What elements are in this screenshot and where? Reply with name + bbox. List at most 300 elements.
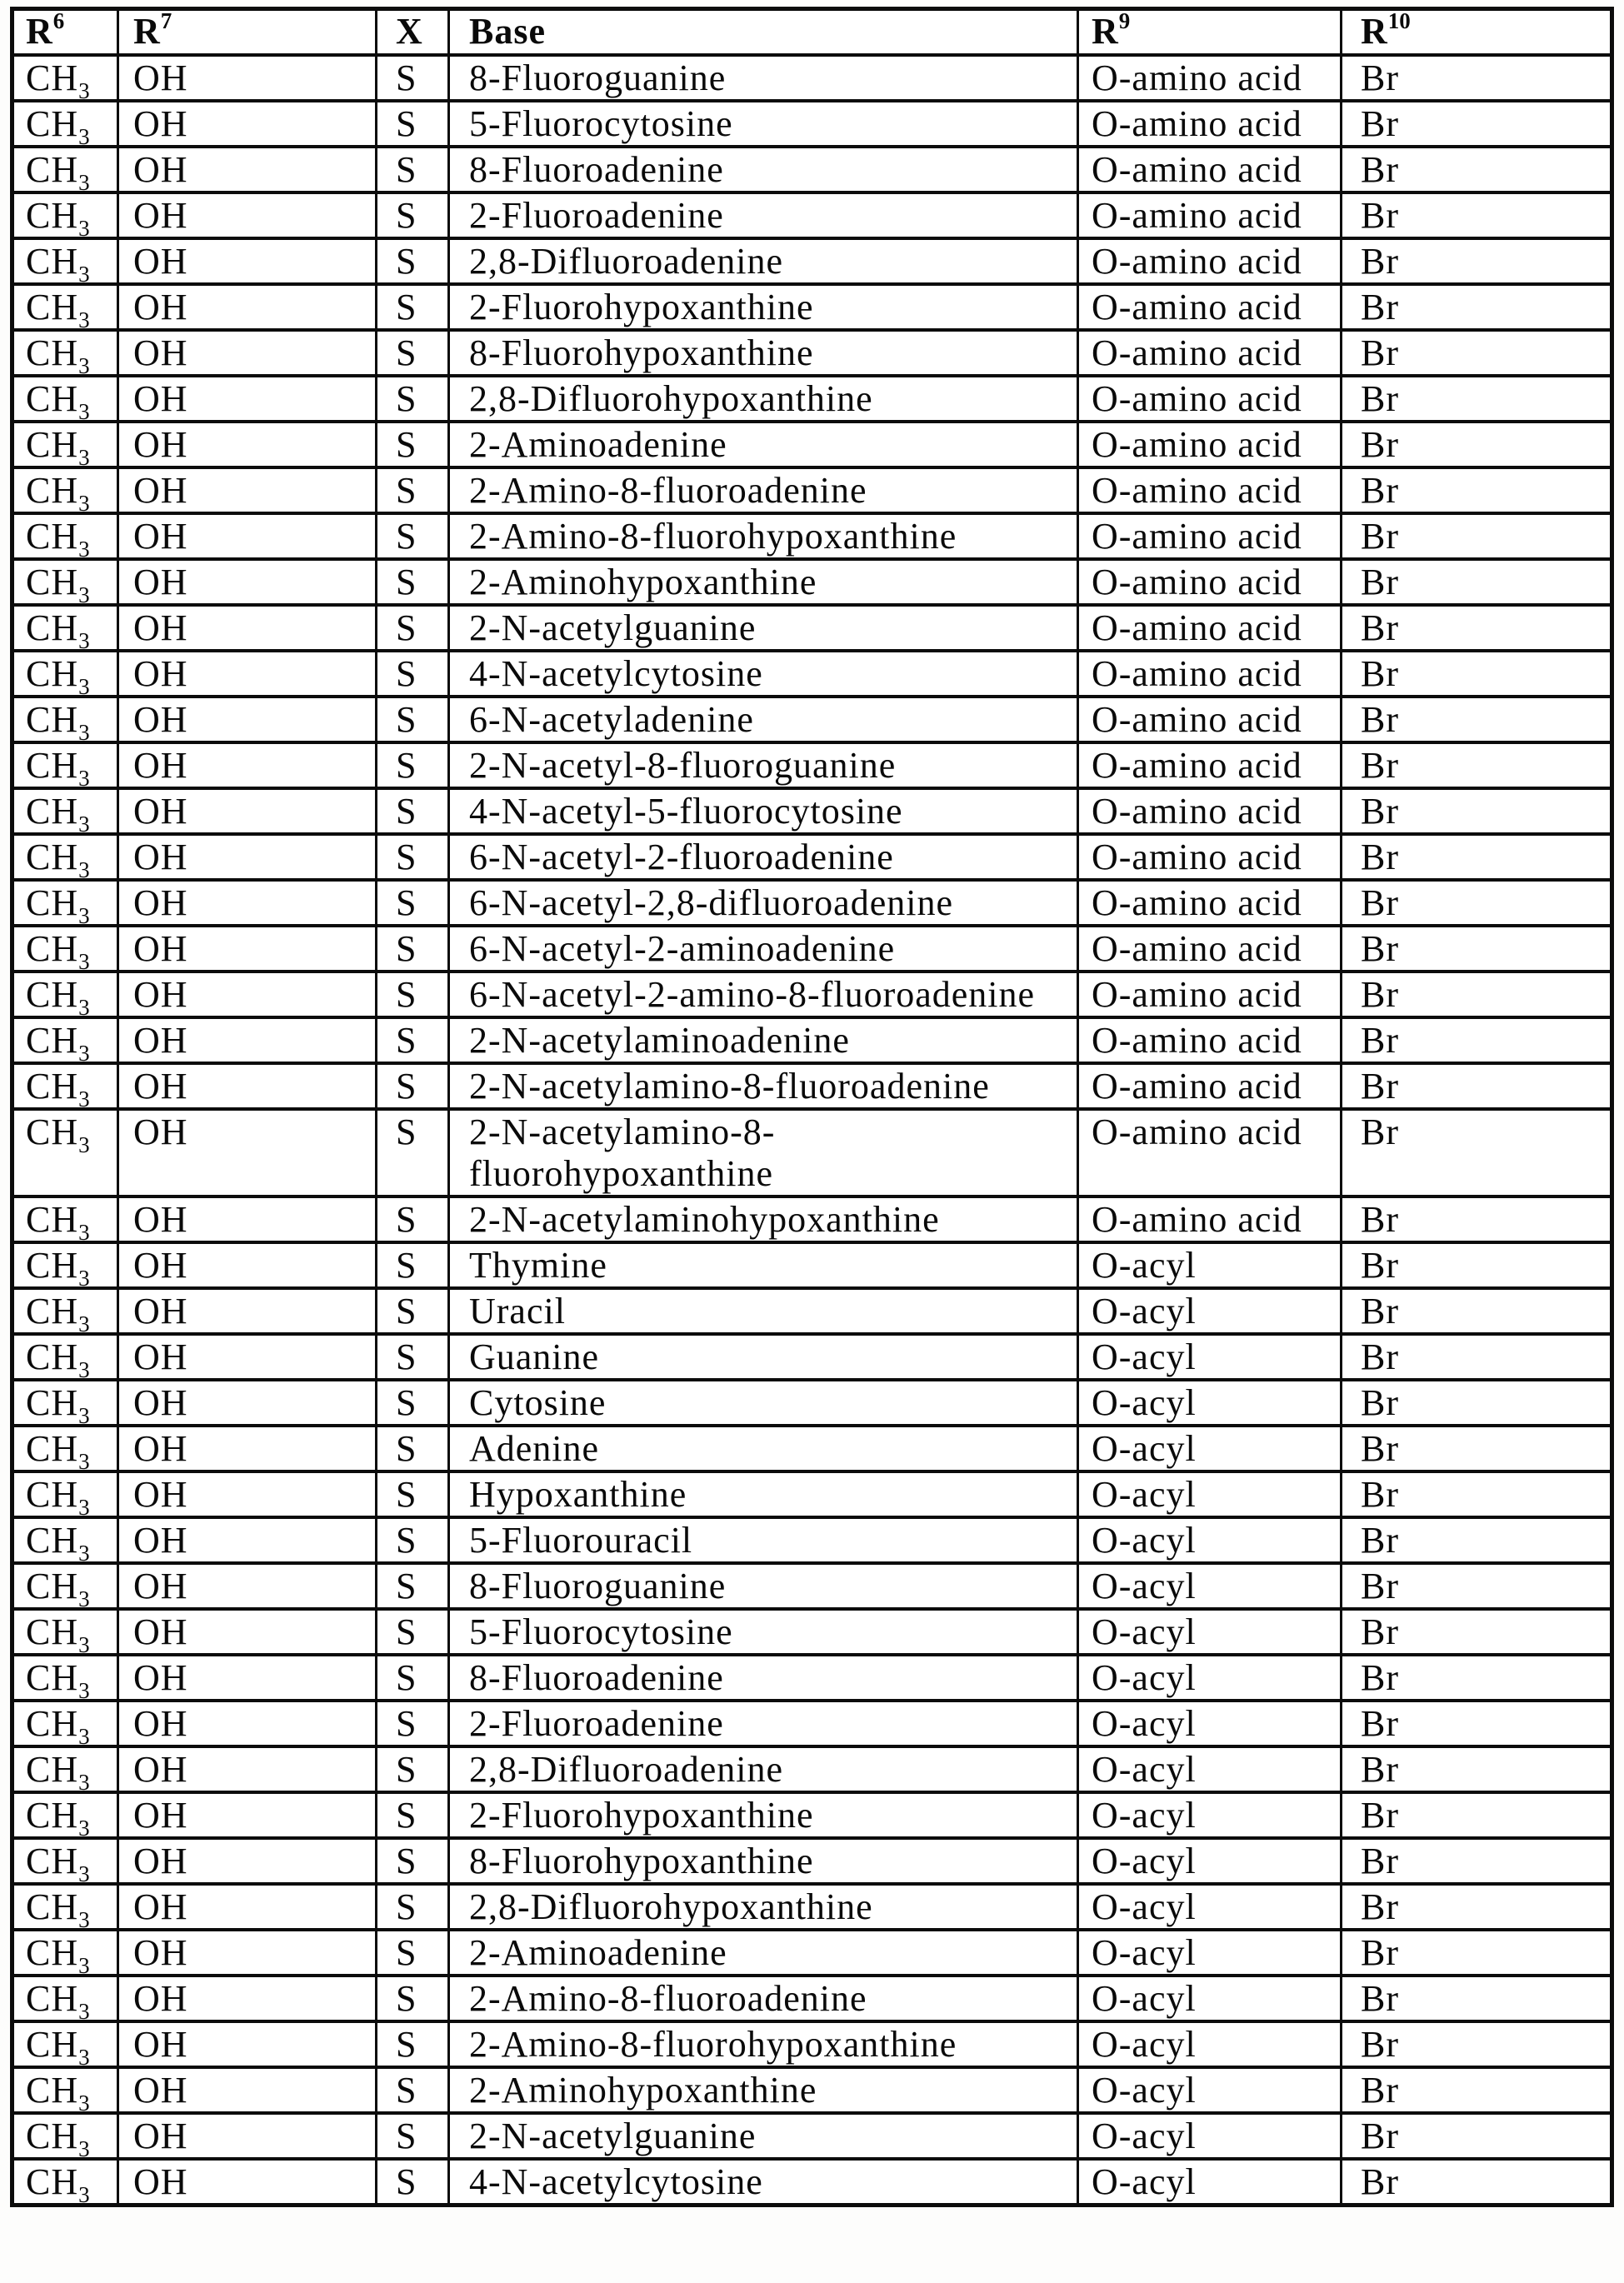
cell-x: S	[377, 1109, 449, 1196]
cell-x: S	[377, 1380, 449, 1426]
cell-r9: O-amino acid	[1078, 422, 1342, 467]
cell-r7: OH	[118, 147, 377, 192]
cell-base: 2,8-Difluorohypoxanthine	[449, 376, 1078, 422]
cell-r7: OH	[118, 192, 377, 238]
table-row	[12, 1380, 1612, 1426]
cell-r9: O-amino acid	[1078, 1063, 1342, 1109]
cell-base: 2,8-Difluoroadenine	[449, 238, 1078, 284]
cell-r10: Br	[1342, 1655, 1612, 1701]
cell-r9: O-amino acid	[1078, 926, 1342, 972]
cell-r6: $CH_3$	[12, 1288, 118, 1334]
cell-x: S	[377, 651, 449, 697]
cell-r6: $CH_3$	[12, 1517, 118, 1563]
cell-x: S	[377, 605, 449, 651]
cell-r9: O-acyl	[1078, 2067, 1342, 2113]
cell-r9: O-amino acid	[1078, 376, 1342, 422]
ch3-subscript: 3	[78, 1449, 90, 1471]
cell-x: S	[377, 2113, 449, 2159]
ch3-subscript: 3	[78, 1357, 90, 1380]
cell-r7: OH	[118, 1884, 377, 1930]
cell-r6: $CH_3$	[12, 742, 118, 788]
cell-r10: Br	[1342, 1609, 1612, 1655]
cell-x: S	[377, 880, 449, 926]
cell-r9: O-amino acid	[1078, 605, 1342, 651]
table-row	[12, 1334, 1612, 1380]
col-header-r7: $R^7$	[118, 9, 377, 56]
cell-r6: $CH_3$	[12, 238, 118, 284]
ch3-subscript: 3	[78, 1953, 90, 1976]
cell-base: 2-N-acetylaminohypoxanthine	[449, 1196, 1078, 1242]
cell-r6: $CH_3$	[12, 788, 118, 834]
cell-r7: OH	[118, 1196, 377, 1242]
cell-r9: O-acyl	[1078, 1242, 1342, 1288]
cell-r10: Br	[1342, 2067, 1612, 2113]
cell-x: S	[377, 330, 449, 376]
cell-x: S	[377, 1563, 449, 1609]
ch3-subscript: 3	[78, 445, 90, 467]
cell-base: 8-Fluoroadenine	[449, 147, 1078, 192]
cell-r9: O-amino acid	[1078, 1196, 1342, 1242]
cell-base: Uracil	[449, 1288, 1078, 1334]
col-header-x: X	[377, 9, 449, 56]
cell-x: S	[377, 1242, 449, 1288]
cell-r9: O-amino acid	[1078, 1109, 1342, 1196]
table-row	[12, 1196, 1612, 1242]
cell-r6: $CH_3$	[12, 1063, 118, 1109]
ch3-subscript: 3	[78, 995, 90, 1017]
table-row	[12, 376, 1612, 422]
cell-x: S	[377, 1471, 449, 1517]
table-row	[12, 697, 1612, 742]
cell-r7: OH	[118, 1930, 377, 1976]
cell-r10: Br	[1342, 651, 1612, 697]
cell-base: 2,8-Difluorohypoxanthine	[449, 1884, 1078, 1930]
cell-r7: OH	[118, 1792, 377, 1838]
cell-r6: $CH_3$	[12, 1884, 118, 1930]
cell-r6: $CH_3$	[12, 2113, 118, 2159]
cell-base: 2-N-acetylguanine	[449, 2113, 1078, 2159]
cell-base: 2-Fluorohypoxanthine	[449, 284, 1078, 330]
cell-r10: Br	[1342, 1017, 1612, 1063]
cell-r10: Br	[1342, 1196, 1612, 1242]
cell-base: Adenine	[449, 1426, 1078, 1471]
cell-r7: OH	[118, 972, 377, 1017]
cell-r9: O-acyl	[1078, 2021, 1342, 2067]
cell-x: S	[377, 1063, 449, 1109]
cell-x: S	[377, 926, 449, 972]
r7-superscript: 7	[160, 8, 172, 33]
cell-r6: $CH_3$	[12, 284, 118, 330]
cell-r9: O-amino acid	[1078, 697, 1342, 742]
cell-r10: Br	[1342, 1976, 1612, 2021]
cell-base: 2,8-Difluoroadenine	[449, 1746, 1078, 1792]
cell-r6: $CH_3$	[12, 101, 118, 147]
cell-base: 2-N-acetylamino-8-fluoroadenine	[449, 1063, 1078, 1109]
cell-x: S	[377, 697, 449, 742]
cell-r7: OH	[118, 697, 377, 742]
cell-base: 5-Fluorocytosine	[449, 1609, 1078, 1655]
ch3-subscript: 3	[78, 216, 90, 238]
ch3-subscript: 3	[78, 1632, 90, 1655]
cell-x: S	[377, 422, 449, 467]
cell-r9: O-acyl	[1078, 2159, 1342, 2206]
cell-x: S	[377, 2067, 449, 2113]
cell-r6: $CH_3$	[12, 1792, 118, 1838]
cell-r7: OH	[118, 926, 377, 972]
cell-base: Hypoxanthine	[449, 1471, 1078, 1517]
table-row	[12, 2067, 1612, 2113]
cell-base: 4-N-acetylcytosine	[449, 2159, 1078, 2206]
cell-r7: OH	[118, 880, 377, 926]
cell-r9: O-acyl	[1078, 1701, 1342, 1746]
cell-r9: O-acyl	[1078, 1563, 1342, 1609]
cell-x: S	[377, 1517, 449, 1563]
ch3-subscript: 3	[78, 766, 90, 788]
ch3-subscript: 3	[78, 674, 90, 697]
table-row	[12, 1838, 1612, 1884]
table-row	[12, 284, 1612, 330]
table-row	[12, 1471, 1612, 1517]
cell-base: 2-Amino-8-fluoroadenine	[449, 1976, 1078, 2021]
cell-r6: $CH_3$	[12, 2067, 118, 2113]
cell-r6: $CH_3$	[12, 376, 118, 422]
table-row	[12, 1288, 1612, 1334]
cell-r7: OH	[118, 834, 377, 880]
cell-r9: O-acyl	[1078, 1746, 1342, 1792]
cell-r10: Br	[1342, 2159, 1612, 2206]
cell-base: 2-Aminoadenine	[449, 422, 1078, 467]
cell-base: 2-Amino-8-fluorohypoxanthine	[449, 513, 1078, 559]
cell-r10: Br	[1342, 1471, 1612, 1517]
cell-r10: Br	[1342, 1109, 1612, 1196]
cell-r9: O-amino acid	[1078, 513, 1342, 559]
r6-superscript: 6	[52, 8, 65, 33]
cell-x: S	[377, 742, 449, 788]
table-row	[12, 1563, 1612, 1609]
cell-base: 8-Fluorohypoxanthine	[449, 330, 1078, 376]
cell-x: S	[377, 1976, 449, 2021]
cell-r9: O-amino acid	[1078, 147, 1342, 192]
ch3-subscript: 3	[78, 628, 90, 651]
cell-r7: OH	[118, 1242, 377, 1288]
table-row	[12, 605, 1612, 651]
cell-x: S	[377, 238, 449, 284]
cell-r10: Br	[1342, 605, 1612, 651]
table-row	[12, 2113, 1612, 2159]
cell-r7: OH	[118, 2113, 377, 2159]
cell-r6: $CH_3$	[12, 513, 118, 559]
cell-r9: O-acyl	[1078, 1471, 1342, 1517]
table-row	[12, 1109, 1612, 1196]
cell-r10: Br	[1342, 1701, 1612, 1746]
cell-r6: $CH_3$	[12, 330, 118, 376]
table-row	[12, 147, 1612, 192]
ch3-subscript: 3	[78, 1132, 90, 1157]
cell-r9: O-acyl	[1078, 1288, 1342, 1334]
cell-r10: Br	[1342, 1884, 1612, 1930]
cell-r7: OH	[118, 513, 377, 559]
cell-r7: OH	[118, 2067, 377, 2113]
cell-r6: $CH_3$	[12, 467, 118, 513]
cell-r10: Br	[1342, 192, 1612, 238]
ch3-subscript: 3	[78, 1495, 90, 1517]
cell-base: 2-N-acetylguanine	[449, 605, 1078, 651]
table-row	[12, 467, 1612, 513]
cell-r10: Br	[1342, 1930, 1612, 1976]
cell-r6: $CH_3$	[12, 55, 118, 101]
cell-x: S	[377, 467, 449, 513]
table-row	[12, 2159, 1612, 2206]
table-row	[12, 742, 1612, 788]
cell-r9: O-amino acid	[1078, 101, 1342, 147]
cell-base: Thymine	[449, 1242, 1078, 1288]
table-row	[12, 2021, 1612, 2067]
cell-x: S	[377, 1609, 449, 1655]
cell-r10: Br	[1342, 1792, 1612, 1838]
ch3-subscript: 3	[78, 582, 90, 605]
r9-superscript: 9	[1118, 8, 1131, 33]
ch3-subscript: 3	[78, 1861, 90, 1884]
cell-r6: $CH_3$	[12, 422, 118, 467]
cell-r6: $CH_3$	[12, 1609, 118, 1655]
ch3-subscript: 3	[78, 1999, 90, 2021]
cell-r10: Br	[1342, 697, 1612, 742]
ch3-subscript: 3	[78, 1087, 90, 1109]
cell-x: S	[377, 1426, 449, 1471]
ch3-subscript: 3	[78, 537, 90, 559]
cell-r6: $CH_3$	[12, 1380, 118, 1426]
cell-r7: OH	[118, 2021, 377, 2067]
ch3-subscript: 3	[78, 1041, 90, 1063]
cell-r7: OH	[118, 788, 377, 834]
cell-base: 2-Aminoadenine	[449, 1930, 1078, 1976]
cell-r9: O-amino acid	[1078, 55, 1342, 101]
cell-r7: OH	[118, 1471, 377, 1517]
cell-base: 2-Fluorohypoxanthine	[449, 1792, 1078, 1838]
table-row	[12, 422, 1612, 467]
cell-r10: Br	[1342, 559, 1612, 605]
table-row	[12, 1426, 1612, 1471]
cell-r10: Br	[1342, 467, 1612, 513]
cell-r10: Br	[1342, 834, 1612, 880]
cell-x: S	[377, 1701, 449, 1746]
cell-r7: OH	[118, 605, 377, 651]
cell-r10: Br	[1342, 1063, 1612, 1109]
table-row	[12, 1746, 1612, 1792]
ch3-subscript: 3	[78, 124, 90, 147]
cell-r7: OH	[118, 1976, 377, 2021]
cell-r10: Br	[1342, 880, 1612, 926]
cell-x: S	[377, 1655, 449, 1701]
cell-r7: OH	[118, 1288, 377, 1334]
cell-r6: $CH_3$	[12, 926, 118, 972]
cell-x: S	[377, 1838, 449, 1884]
col-header-r9: $R^9$	[1078, 9, 1342, 56]
table-row	[12, 55, 1612, 101]
table-body	[12, 55, 1612, 2206]
table-row	[12, 1976, 1612, 2021]
cell-base: 4-N-acetyl-5-fluorocytosine	[449, 788, 1078, 834]
cell-base: 5-Fluorouracil	[449, 1517, 1078, 1563]
cell-x: S	[377, 1930, 449, 1976]
cell-base: 8-Fluorohypoxanthine	[449, 1838, 1078, 1884]
cell-r9: O-acyl	[1078, 1884, 1342, 1930]
cell-base: 6-N-acetyl-2-fluoroadenine	[449, 834, 1078, 880]
cell-r6: $CH_3$	[12, 1838, 118, 1884]
cell-x: S	[377, 1196, 449, 1242]
cell-r6: $CH_3$	[12, 605, 118, 651]
ch3-subscript: 3	[78, 903, 90, 926]
cell-r7: OH	[118, 330, 377, 376]
table-row	[12, 1063, 1612, 1109]
cell-x: S	[377, 559, 449, 605]
cell-r9: O-amino acid	[1078, 834, 1342, 880]
cell-r10: Br	[1342, 2113, 1612, 2159]
cell-r6: $CH_3$	[12, 1109, 118, 1196]
cell-base: 2-Amino-8-fluorohypoxanthine	[449, 2021, 1078, 2067]
cell-r10: Br	[1342, 238, 1612, 284]
cell-r6: $CH_3$	[12, 880, 118, 926]
cell-r7: OH	[118, 1655, 377, 1701]
cell-r7: OH	[118, 651, 377, 697]
cell-r7: OH	[118, 2159, 377, 2206]
cell-r9: O-amino acid	[1078, 788, 1342, 834]
cell-r10: Br	[1342, 422, 1612, 467]
cell-r10: Br	[1342, 55, 1612, 101]
cell-r7: OH	[118, 1563, 377, 1609]
cell-r10: Br	[1342, 1563, 1612, 1609]
table-row	[12, 559, 1612, 605]
cell-x: S	[377, 1746, 449, 1792]
cell-r6: $CH_3$	[12, 2159, 118, 2206]
ch3-subscript: 3	[78, 812, 90, 834]
cell-base: 4-N-acetylcytosine	[449, 651, 1078, 697]
ch3-subscript: 3	[78, 1770, 90, 1792]
compound-substituent-table	[10, 7, 1614, 2207]
ch3-subscript: 3	[78, 1541, 90, 1563]
cell-r10: Br	[1342, 513, 1612, 559]
cell-base: Guanine	[449, 1334, 1078, 1380]
ch3-subscript: 3	[78, 2136, 90, 2159]
cell-r7: OH	[118, 238, 377, 284]
table-row	[12, 192, 1612, 238]
cell-r6: $CH_3$	[12, 1930, 118, 1976]
cell-r6: $CH_3$	[12, 1563, 118, 1609]
cell-base: 8-Fluoroadenine	[449, 1655, 1078, 1701]
cell-base: 6-N-acetyl-2,8-difluoroadenine	[449, 880, 1078, 926]
cell-r6: $CH_3$	[12, 1426, 118, 1471]
ch3-subscript: 3	[78, 949, 90, 972]
cell-r6: $CH_3$	[12, 1334, 118, 1380]
cell-x: S	[377, 376, 449, 422]
cell-r7: OH	[118, 742, 377, 788]
cell-r6: $CH_3$	[12, 559, 118, 605]
cell-r10: Br	[1342, 330, 1612, 376]
ch3-subscript: 3	[78, 2091, 90, 2113]
cell-r6: $CH_3$	[12, 1701, 118, 1746]
cell-base: 2-Fluoroadenine	[449, 1701, 1078, 1746]
ch3-subscript: 3	[78, 1266, 90, 1288]
cell-r9: O-acyl	[1078, 1930, 1342, 1976]
cell-r7: OH	[118, 1380, 377, 1426]
ch3-subscript: 3	[78, 170, 90, 192]
col-header-r6: $R^6$	[12, 9, 118, 56]
cell-r7: OH	[118, 1701, 377, 1746]
cell-base: 5-Fluorocytosine	[449, 101, 1078, 147]
cell-base: 2-N-acetylamino-8- fluorohypoxanthine	[449, 1109, 1078, 1196]
cell-base: 8-Fluoroguanine	[449, 55, 1078, 101]
cell-r10: Br	[1342, 1288, 1612, 1334]
cell-r7: OH	[118, 1334, 377, 1380]
cell-r9: O-amino acid	[1078, 972, 1342, 1017]
cell-r9: O-amino acid	[1078, 238, 1342, 284]
cell-r7: OH	[118, 1426, 377, 1471]
cell-base: 2-Amino-8-fluoroadenine	[449, 467, 1078, 513]
cell-x: S	[377, 1884, 449, 1930]
table-row	[12, 788, 1612, 834]
cell-r9: O-acyl	[1078, 1976, 1342, 2021]
cell-r9: O-amino acid	[1078, 880, 1342, 926]
cell-r10: Br	[1342, 1517, 1612, 1563]
cell-x: S	[377, 101, 449, 147]
ch3-subscript: 3	[78, 1220, 90, 1242]
cell-r9: O-acyl	[1078, 1426, 1342, 1471]
cell-r6: $CH_3$	[12, 1655, 118, 1701]
ch3-subscript: 3	[78, 1724, 90, 1746]
cell-r10: Br	[1342, 1426, 1612, 1471]
cell-r9: O-amino acid	[1078, 559, 1342, 605]
cell-x: S	[377, 513, 449, 559]
cell-r7: OH	[118, 1746, 377, 1792]
table-row	[12, 972, 1612, 1017]
cell-x: S	[377, 1334, 449, 1380]
cell-base: 2-Aminohypoxanthine	[449, 559, 1078, 605]
ch3-subscript: 3	[78, 1907, 90, 1930]
cell-r9: O-amino acid	[1078, 1017, 1342, 1063]
cell-r10: Br	[1342, 788, 1612, 834]
cell-r9: O-acyl	[1078, 1655, 1342, 1701]
cell-r6: $CH_3$	[12, 147, 118, 192]
cell-r9: O-acyl	[1078, 1334, 1342, 1380]
cell-x: S	[377, 1288, 449, 1334]
cell-r9: O-amino acid	[1078, 284, 1342, 330]
cell-r6: $CH_3$	[12, 1746, 118, 1792]
table-row	[12, 651, 1612, 697]
cell-r9: O-acyl	[1078, 2113, 1342, 2159]
ch3-subscript: 3	[78, 1678, 90, 1701]
table-row	[12, 1609, 1612, 1655]
cell-x: S	[377, 2159, 449, 2206]
table-row	[12, 834, 1612, 880]
cell-r10: Br	[1342, 376, 1612, 422]
cell-base: 2-Aminohypoxanthine	[449, 2067, 1078, 2113]
ch3-subscript: 3	[78, 1586, 90, 1609]
cell-r7: OH	[118, 422, 377, 467]
cell-base: Cytosine	[449, 1380, 1078, 1426]
ch3-subscript: 3	[78, 78, 90, 101]
ch3-subscript: 3	[78, 262, 90, 284]
table-row	[12, 1017, 1612, 1063]
ch3-subscript: 3	[78, 399, 90, 422]
table-row	[12, 513, 1612, 559]
cell-r9: O-acyl	[1078, 1609, 1342, 1655]
cell-r9: O-amino acid	[1078, 651, 1342, 697]
header-row	[12, 9, 1612, 56]
cell-r10: Br	[1342, 742, 1612, 788]
table-row	[12, 1701, 1612, 1746]
ch3-subscript: 3	[78, 1311, 90, 1334]
cell-r9: O-amino acid	[1078, 742, 1342, 788]
